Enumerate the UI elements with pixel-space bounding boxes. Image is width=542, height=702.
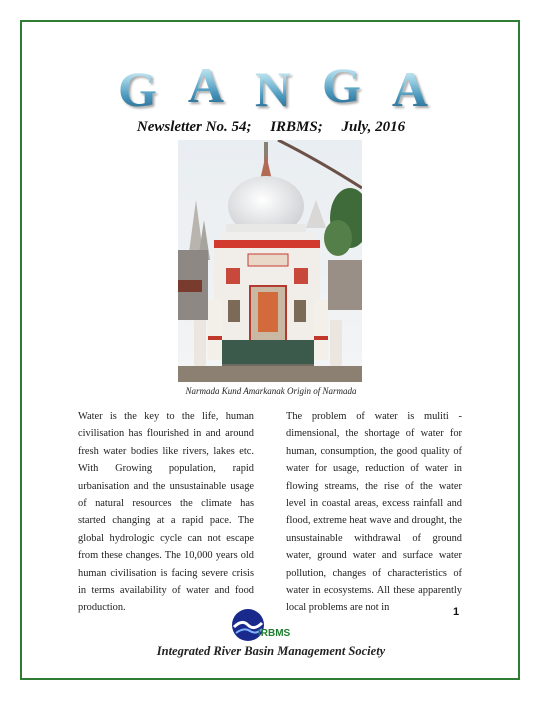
page-number: 1 bbox=[453, 606, 460, 618]
photo-caption: Narmada Kund Amarkanak Origin of Narmada bbox=[185, 386, 357, 396]
title-letter: A bbox=[187, 57, 224, 113]
organization-name: Integrated River Basin Management Society bbox=[156, 644, 386, 658]
temple-photo bbox=[178, 140, 362, 382]
title-letter: G bbox=[118, 61, 157, 117]
title-letter: G bbox=[321, 57, 361, 113]
logo-text: IRBMS bbox=[258, 628, 291, 639]
article-column-right: The problem of water is muliti -dimensional, the shortage of water for human, consumption, the good quality of water for usage, reduction of water in flowing streams, the rise of the water level in coastal areas, excess rainfall and flood, extreme heat wave and drought, the unsustainable withdrawal of ground water, ground water and surface water pollution, changes of characteristics of water in ecosystems. All these apparently local problems are not in bbox=[286, 411, 462, 614]
title-letter: N bbox=[254, 61, 292, 117]
issue-line: Newsletter No. 54; IRBMS; July, 2016 bbox=[136, 119, 406, 135]
newsletter-title bbox=[118, 57, 428, 117]
article-column-left: Water is the key to the life, human civilisation has flourished in and around fresh water bodies like rivers, lakes etc. With Growing population, rapid urbanisation and the unsustainable usage of natural resources the climate has started changing at a rapid pace. The global hydrologic cycle can not escape from these changes. The 10,000 years old human civilisation is facing severe crisis in terms availability of water and food production. bbox=[78, 411, 254, 614]
title-letter: A bbox=[391, 61, 428, 117]
